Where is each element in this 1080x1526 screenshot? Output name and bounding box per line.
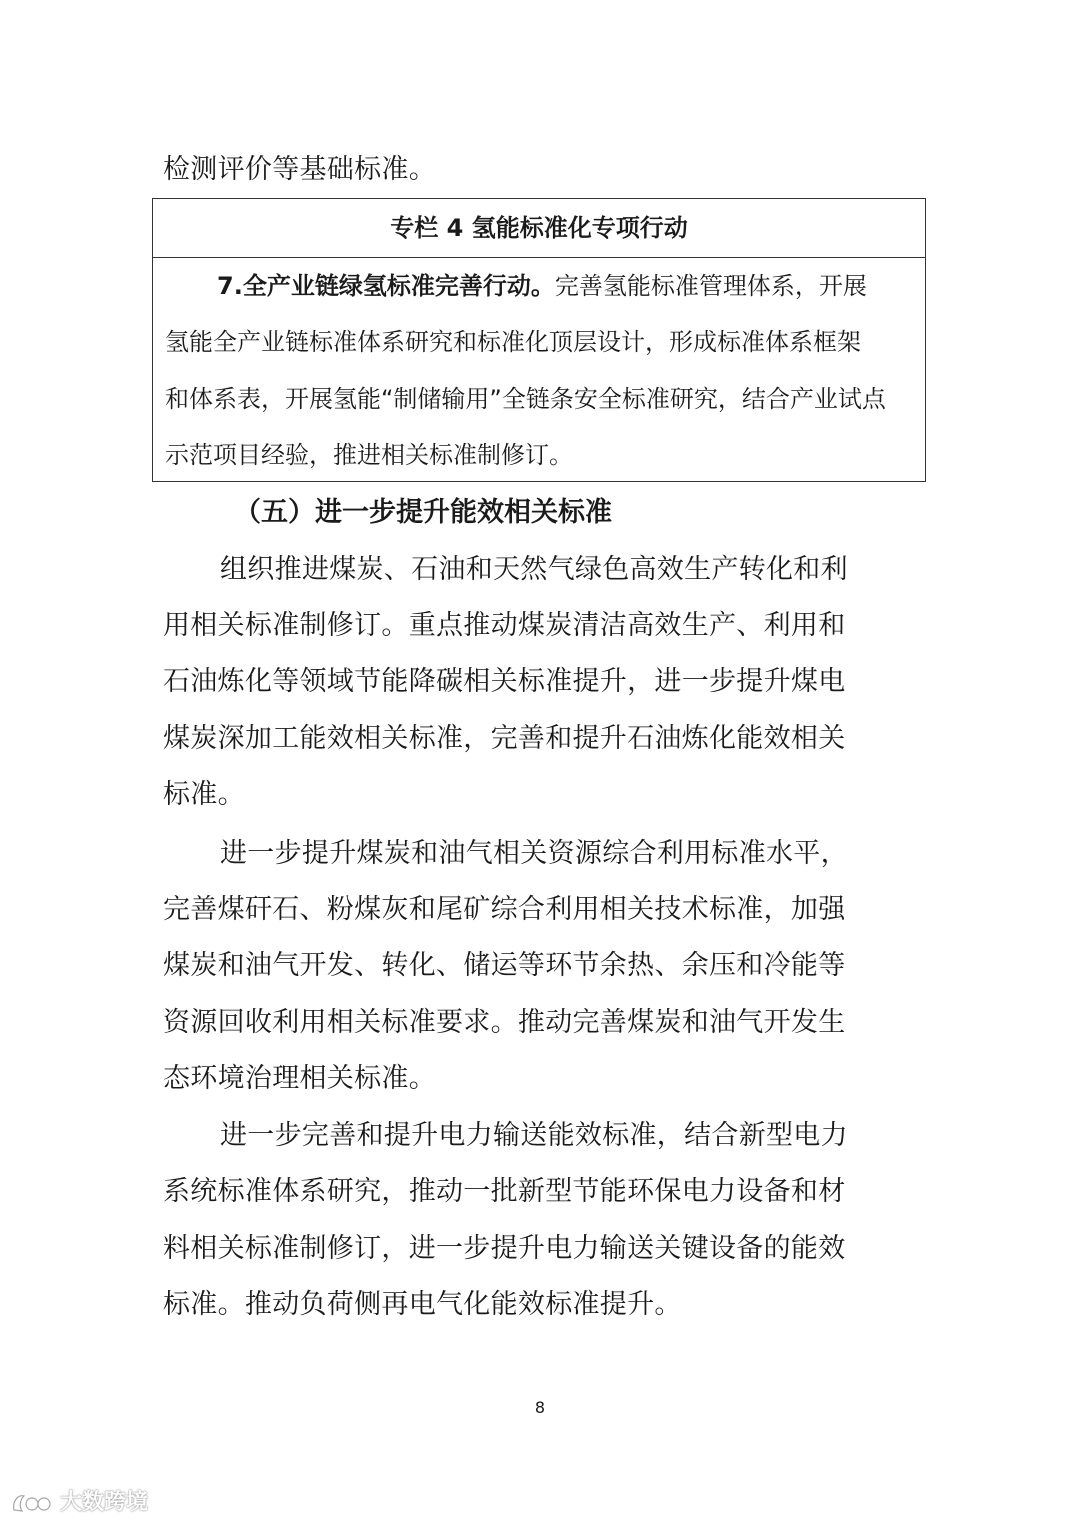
intro-line: 检测评价等基础标准。 <box>163 154 436 185</box>
watermark-text: 大数跨境 <box>60 1490 149 1515</box>
paragraph-3-line-1: 进一步完善和提升电力输送能效标准，结合新型电力 <box>220 1120 848 1151</box>
column-box-line-4: 示范项目经验，推进相关标准制修订。 <box>165 441 573 469</box>
column-box-divider <box>153 257 925 258</box>
paragraph-2-line-5: 态环境治理相关标准。 <box>163 1063 436 1094</box>
paragraph-1-line-5: 标准。 <box>163 779 245 810</box>
paragraph-2-line-1: 进一步提升煤炭和油气相关资源综合利用标准水平， <box>220 838 848 869</box>
paragraph-1-line-2: 用相关标准制修订。重点推动煤炭清洁高效生产、利用和 <box>163 610 846 641</box>
column-box-line-3: 和体系表，开展氢能“制储输用”全链条安全标准研究，结合产业试点 <box>165 385 886 413</box>
column-box-line-1 <box>217 266 917 306</box>
brand-logo-icon <box>10 1490 54 1516</box>
section-heading: （五）进一步提升能效相关标准 <box>234 497 612 528</box>
paragraph-1-line-4: 煤炭深加工能效相关标准，完善和提升石油炼化能效相关 <box>163 723 846 754</box>
column-box-line-2: 氢能全产业链标准体系研究和标准化顶层设计，形成标准体系框架 <box>165 328 861 356</box>
watermark <box>10 1490 148 1516</box>
paragraph-1-line-3: 石油炼化等领域节能降碳相关标准提升，进一步提升煤电 <box>163 666 846 697</box>
paragraph-3-line-2: 系统标准体系研究，推动一批新型节能环保电力设备和材 <box>163 1176 846 1207</box>
paragraph-3-line-3: 料相关标准制修订，进一步提升电力输送关键设备的能效 <box>163 1233 846 1264</box>
page-number: 8 <box>534 1398 546 1417</box>
paragraph-1-line-1: 组织推进煤炭、石油和天然气绿色高效生产转化和利 <box>220 554 848 585</box>
paragraph-3-line-4: 标准。推动负荷侧再电气化能效标准提升。 <box>163 1289 682 1320</box>
paragraph-2-line-3: 煤炭和油气开发、转化、储运等环节余热、余压和冷能等 <box>163 950 846 981</box>
column-box-line-1-text: 完善氢能标准管理体系，开展 <box>554 272 867 300</box>
paragraph-2-line-4: 资源回收利用相关标准要求。推动完善煤炭和油气开发生 <box>163 1007 846 1038</box>
column-box-title: 专栏 4 氢能标准化专项行动 <box>390 214 688 242</box>
paragraph-2-line-2: 完善煤矸石、粉煤灰和尾矿综合利用相关技术标准，加强 <box>163 894 846 925</box>
column-box-item-heading: 7.全产业链绿氢标准完善行动。 <box>217 272 555 300</box>
column-box <box>152 198 926 482</box>
